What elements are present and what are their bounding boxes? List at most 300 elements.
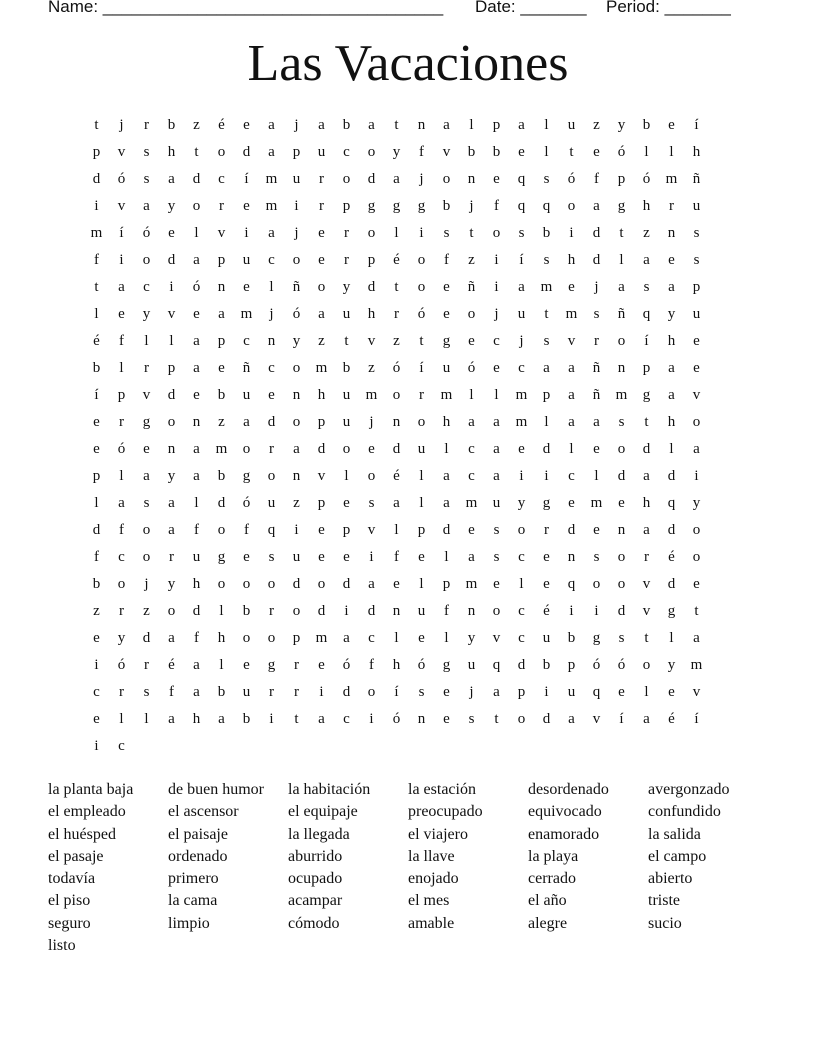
grid-letter: a [568, 414, 575, 430]
grid-letter: h [367, 306, 376, 322]
grid-letter: í [694, 711, 699, 727]
word-bank-item: la salida [648, 825, 701, 843]
grid-letter: z [93, 603, 100, 619]
grid-letter: t [394, 279, 399, 295]
grid-letter: g [667, 603, 676, 619]
grid-letter: o [242, 576, 251, 592]
grid-letter: u [417, 603, 426, 619]
grid-letter: j [119, 117, 124, 133]
grid-letter: e [493, 171, 500, 187]
grid-letter: b [492, 144, 501, 160]
grid-letter: s [368, 495, 375, 511]
grid-letter: b [567, 630, 576, 646]
grid-letter: y [667, 657, 676, 673]
word-bank-item: primero [168, 870, 219, 888]
grid-letter: m [465, 576, 478, 592]
grid-letter: d [342, 684, 351, 700]
grid-letter: l [594, 468, 599, 484]
grid-letter: f [119, 522, 124, 538]
grid-letter: a [193, 684, 200, 700]
grid-letter: a [443, 495, 450, 511]
grid-letter: n [417, 117, 426, 133]
grid-letter: l [419, 576, 424, 592]
grid-letter: p [92, 468, 101, 484]
grid-letter: l [419, 495, 424, 511]
grid-letter: é [543, 603, 550, 619]
grid-letter: g [392, 198, 401, 214]
grid-letter: a [318, 711, 325, 727]
grid-letter: i [244, 225, 249, 241]
grid-letter: a [493, 414, 500, 430]
grid-letter: m [215, 441, 228, 457]
grid-letter: a [468, 549, 475, 565]
grid-letter: o [517, 711, 526, 727]
grid-letter: a [568, 711, 575, 727]
grid-letter: ó [117, 171, 126, 187]
grid-letter: c [143, 279, 150, 295]
grid-letter: z [593, 117, 600, 133]
grid-letter: a [318, 117, 325, 133]
grid-letter: l [619, 252, 624, 268]
grid-letter: c [518, 549, 525, 565]
grid-letter: p [342, 198, 351, 214]
grid-letter: s [593, 549, 600, 565]
grid-letter: p [567, 657, 576, 673]
grid-letter: n [467, 603, 476, 619]
word-bank-item: el ascensor [168, 803, 239, 821]
word-bank-item: avergonzado [648, 781, 730, 798]
grid-letter: l [94, 495, 99, 511]
grid-letter: d [142, 630, 151, 646]
grid-letter: c [243, 333, 250, 349]
grid-letter: a [168, 171, 175, 187]
grid-letter: o [342, 441, 351, 457]
grid-letter: j [519, 333, 524, 349]
grid-letter: e [493, 360, 500, 376]
grid-letter: a [143, 198, 150, 214]
grid-letter: q [542, 198, 551, 214]
grid-letter: r [119, 603, 124, 619]
grid-letter: c [468, 441, 475, 457]
grid-letter: i [494, 279, 499, 295]
grid-letter: c [93, 684, 100, 700]
grid-letter: í [244, 171, 249, 187]
word-bank-item: la habitación [288, 781, 371, 798]
grid-letter: a [693, 630, 700, 646]
grid-letter: c [518, 603, 525, 619]
grid-letter: u [692, 306, 701, 322]
grid-letter: i [344, 603, 349, 619]
grid-letter: f [194, 630, 199, 646]
grid-letter: o [167, 414, 176, 430]
grid-letter: i [294, 198, 299, 214]
word-bank-item: el viajero [408, 825, 468, 843]
grid-letter: a [268, 117, 275, 133]
grid-letter: m [690, 657, 703, 673]
grid-letter: p [217, 252, 226, 268]
word-bank-item: equivocado [528, 803, 602, 821]
grid-letter: l [144, 333, 149, 349]
grid-letter: q [592, 684, 601, 700]
grid-letter: a [643, 522, 650, 538]
grid-letter: s [543, 171, 550, 187]
grid-letter: s [543, 252, 550, 268]
grid-letter: a [293, 441, 300, 457]
word-bank-item: la cama [168, 892, 218, 910]
grid-letter: ñ [592, 387, 601, 403]
grid-letter: h [392, 657, 401, 673]
grid-letter: i [269, 711, 274, 727]
word-bank-item: el campo [648, 847, 707, 865]
grid-letter: n [417, 711, 426, 727]
grid-letter: f [494, 198, 499, 214]
grid-letter: b [217, 468, 226, 484]
grid-letter: r [144, 360, 149, 376]
grid-letter: m [315, 360, 328, 376]
grid-letter: a [143, 468, 150, 484]
grid-letter: m [440, 387, 453, 403]
grid-letter: m [365, 387, 378, 403]
word-bank-item: enamorado [528, 825, 600, 843]
grid-letter: e [343, 495, 350, 511]
grid-letter: ó [642, 171, 651, 187]
grid-letter: e [693, 333, 700, 349]
grid-letter: o [317, 576, 326, 592]
grid-letter: e [443, 711, 450, 727]
grid-letter: d [617, 603, 626, 619]
grid-letter: r [394, 306, 399, 322]
word-bank-item: la playa [528, 847, 579, 865]
grid-letter: e [318, 225, 325, 241]
grid-letter: o [317, 279, 326, 295]
grid-letter: v [692, 684, 701, 700]
grid-letter: n [217, 279, 226, 295]
grid-letter: e [268, 387, 275, 403]
grid-letter: o [117, 576, 126, 592]
grid-letter: s [693, 252, 700, 268]
grid-letter: l [419, 468, 424, 484]
grid-letter: ó [417, 306, 426, 322]
grid-letter: i [519, 468, 524, 484]
grid-letter: t [569, 144, 574, 160]
grid-letter: o [417, 279, 426, 295]
grid-letter: p [92, 144, 101, 160]
grid-letter: l [194, 225, 199, 241]
grid-letter: l [394, 630, 399, 646]
grid-letter: r [319, 198, 324, 214]
grid-letter: o [567, 198, 576, 214]
grid-letter: d [592, 225, 601, 241]
grid-letter: d [267, 414, 276, 430]
grid-letter: u [342, 414, 351, 430]
period-field-label: Period: _______ [606, 0, 731, 16]
grid-letter: l [469, 387, 474, 403]
grid-letter: a [668, 387, 675, 403]
grid-letter: g [217, 549, 226, 565]
grid-letter: i [369, 711, 374, 727]
grid-letter: a [368, 576, 375, 592]
grid-letter: n [617, 522, 626, 538]
grid-letter: e [443, 279, 450, 295]
grid-letter: g [592, 630, 601, 646]
grid-letter: u [242, 387, 251, 403]
grid-letter: y [167, 198, 176, 214]
grid-letter: j [294, 117, 299, 133]
grid-letter: p [542, 387, 551, 403]
grid-letter: u [492, 495, 501, 511]
grid-letter: a [643, 252, 650, 268]
grid-letter: d [192, 603, 201, 619]
grid-letter: u [442, 360, 451, 376]
word-bank-item: cómodo [288, 914, 340, 932]
grid-letter: a [193, 468, 200, 484]
grid-letter: a [168, 495, 175, 511]
grid-letter: d [317, 603, 326, 619]
grid-letter: s [143, 495, 150, 511]
grid-letter: p [317, 414, 326, 430]
grid-letter: q [642, 306, 651, 322]
grid-letter: l [394, 522, 399, 538]
word-bank-item: seguro [48, 914, 91, 932]
grid-letter: o [692, 549, 701, 565]
grid-letter: l [444, 441, 449, 457]
grid-letter: c [518, 630, 525, 646]
grid-letter: g [142, 414, 151, 430]
grid-letter: ñ [292, 279, 301, 295]
grid-letter: í [619, 711, 624, 727]
grid-letter: r [594, 333, 599, 349]
grid-letter: z [393, 333, 400, 349]
grid-letter: m [540, 279, 553, 295]
grid-letter: o [642, 657, 651, 673]
grid-letter: u [267, 495, 276, 511]
grid-letter: o [242, 630, 251, 646]
grid-letter: ó [117, 441, 126, 457]
grid-letter: s [693, 225, 700, 241]
grid-letter: p [692, 279, 701, 295]
grid-letter: o [217, 522, 226, 538]
grid-letter: i [544, 468, 549, 484]
grid-letter: c [493, 333, 500, 349]
grid-letter: y [117, 630, 126, 646]
grid-letter: d [367, 603, 376, 619]
grid-letter: e [618, 684, 625, 700]
grid-letter: b [242, 711, 251, 727]
grid-letter: q [567, 576, 576, 592]
grid-letter: d [367, 171, 376, 187]
grid-letter: v [117, 198, 126, 214]
grid-letter: o [217, 576, 226, 592]
word-bank-item: el pasaje [48, 847, 104, 865]
grid-letter: b [342, 117, 351, 133]
grid-letter: i [494, 252, 499, 268]
grid-letter: r [219, 198, 224, 214]
grid-letter: n [467, 171, 476, 187]
grid-letter: j [469, 684, 474, 700]
worksheet-header [48, 0, 788, 19]
word-bank-item: la llegada [288, 825, 350, 843]
grid-letter: u [567, 117, 576, 133]
grid-letter: e [243, 198, 250, 214]
grid-letter: y [167, 576, 176, 592]
grid-letter: e [318, 657, 325, 673]
grid-letter: r [319, 171, 324, 187]
grid-letter: j [419, 171, 424, 187]
grid-letter: p [642, 360, 651, 376]
grid-letter: d [192, 171, 201, 187]
grid-letter: ó [567, 171, 576, 187]
grid-letter: f [94, 252, 99, 268]
grid-letter: o [342, 171, 351, 187]
grid-letter: g [642, 387, 651, 403]
grid-letter: e [243, 279, 250, 295]
grid-letter: b [217, 684, 226, 700]
grid-letter: t [694, 603, 699, 619]
grid-letter: ñ [467, 279, 476, 295]
grid-letter: e [318, 252, 325, 268]
grid-letter: ó [417, 657, 426, 673]
grid-letter: e [693, 576, 700, 592]
grid-letter: v [492, 630, 501, 646]
grid-letter: p [292, 630, 301, 646]
grid-letter: e [543, 549, 550, 565]
grid-letter: t [469, 225, 474, 241]
grid-letter: d [92, 171, 101, 187]
grid-letter: i [594, 603, 599, 619]
grid-letter: o [467, 306, 476, 322]
grid-letter: t [619, 225, 624, 241]
word-bank-item: listo [48, 937, 76, 955]
grid-letter: o [242, 441, 251, 457]
grid-letter: r [669, 198, 674, 214]
grid-letter: a [668, 279, 675, 295]
grid-letter: o [692, 522, 701, 538]
grid-letter: g [442, 657, 451, 673]
grid-letter: o [217, 144, 226, 160]
grid-letter: é [668, 549, 675, 565]
grid-letter: v [142, 387, 151, 403]
grid-letter: a [443, 117, 450, 133]
grid-letter: v [367, 333, 376, 349]
grid-letter: l [169, 333, 174, 349]
grid-letter: v [167, 306, 176, 322]
grid-letter: e [443, 306, 450, 322]
grid-letter: a [318, 306, 325, 322]
grid-letter: y [517, 495, 526, 511]
grid-letter: h [642, 198, 651, 214]
grid-letter: m [565, 306, 578, 322]
grid-letter: t [644, 630, 649, 646]
grid-letter: r [344, 252, 349, 268]
grid-letter: ó [192, 279, 201, 295]
grid-letter: é [393, 468, 400, 484]
grid-letter: p [417, 522, 426, 538]
grid-letter: e [468, 333, 475, 349]
grid-letter: o [292, 603, 301, 619]
grid-letter: ó [392, 360, 401, 376]
grid-letter: o [367, 144, 376, 160]
grid-letter: l [119, 360, 124, 376]
word-bank-item: el equipaje [288, 803, 358, 821]
word-bank-item: abierto [648, 870, 693, 888]
grid-letter: e [668, 117, 675, 133]
grid-letter: í [519, 252, 524, 268]
grid-letter: c [218, 171, 225, 187]
grid-letter: i [294, 522, 299, 538]
grid-letter: m [515, 387, 528, 403]
grid-letter: m [590, 495, 603, 511]
grid-letter: m [665, 171, 678, 187]
grid-letter: c [343, 144, 350, 160]
grid-letter: í [394, 684, 399, 700]
word-bank-item: el año [528, 892, 567, 910]
word-bank [48, 779, 768, 957]
word-bank-item: la planta baja [48, 781, 134, 798]
grid-letter: l [219, 657, 224, 673]
grid-letter: a [218, 306, 225, 322]
grid-letter: y [142, 306, 151, 322]
grid-letter: ó [592, 657, 601, 673]
grid-letter: p [342, 522, 351, 538]
grid-letter: v [567, 333, 576, 349]
grid-letter: r [269, 603, 274, 619]
grid-letter: e [93, 414, 100, 430]
grid-letter: z [368, 360, 375, 376]
grid-letter: r [644, 549, 649, 565]
grid-letter: d [242, 144, 251, 160]
grid-letter: i [169, 279, 174, 295]
grid-letter: m [265, 198, 278, 214]
grid-letter: d [542, 441, 551, 457]
grid-letter: b [467, 144, 476, 160]
word-bank-item: acampar [288, 892, 343, 910]
grid-letter: l [444, 549, 449, 565]
grid-letter: o [292, 360, 301, 376]
grid-letter: z [318, 333, 325, 349]
grid-letter: d [292, 576, 301, 592]
grid-letter: p [367, 252, 376, 268]
grid-letter: s [593, 306, 600, 322]
grid-letter: u [292, 549, 301, 565]
grid-letter: a [393, 171, 400, 187]
grid-letter: l [219, 603, 224, 619]
grid-letter: l [194, 495, 199, 511]
grid-letter: l [469, 117, 474, 133]
grid-letter: f [419, 144, 424, 160]
grid-letter: a [643, 711, 650, 727]
grid-letter: e [418, 549, 425, 565]
grid-letter: r [344, 225, 349, 241]
grid-letter: o [692, 414, 701, 430]
grid-letter: l [119, 711, 124, 727]
grid-letter: é [168, 657, 175, 673]
page-title: Las Vacaciones [247, 35, 569, 92]
grid-letter: p [217, 333, 226, 349]
grid-letter: l [544, 144, 549, 160]
grid-letter: í [419, 360, 424, 376]
grid-letter: s [643, 279, 650, 295]
grid-letter: n [667, 225, 676, 241]
grid-letter: s [543, 333, 550, 349]
grid-letter: ó [242, 495, 251, 511]
grid-letter: m [240, 306, 253, 322]
word-bank-item: amable [408, 914, 455, 932]
grid-letter: e [618, 495, 625, 511]
grid-letter: f [444, 252, 449, 268]
grid-letter: h [667, 333, 676, 349]
grid-letter: ó [342, 657, 351, 673]
grid-letter: f [94, 549, 99, 565]
